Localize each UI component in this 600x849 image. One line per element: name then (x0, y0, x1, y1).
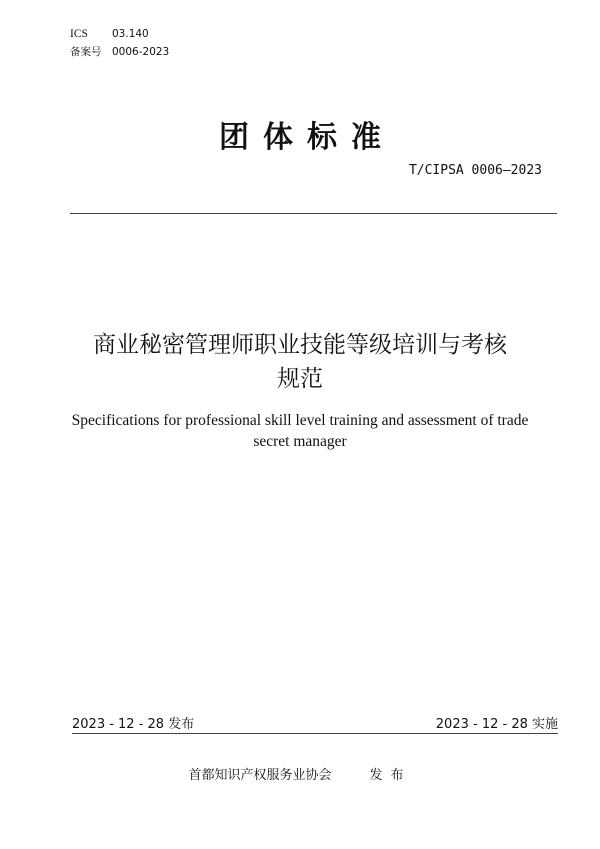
publish-label: 发布 (369, 768, 412, 783)
publish-date: 2023 - 12 - 28 发布 (72, 717, 195, 732)
chinese-title (40, 328, 560, 396)
record-label: 备案号 (70, 46, 102, 58)
publisher-line (0, 764, 600, 783)
chinese-title-line1: 商业秘密管理师职业技能等级培训与考核 (93, 332, 507, 358)
implement-date: 2023 - 12 - 28 实施 (435, 717, 558, 732)
ics-label: ICS (70, 28, 88, 40)
chinese-title-line2: 规范 (277, 366, 323, 392)
record-value: 0006-2023 (112, 46, 170, 58)
record-line (70, 44, 169, 59)
bottom-divider (72, 733, 558, 734)
ics-value: 03.140 (112, 28, 149, 40)
ics-line (70, 28, 149, 40)
publisher-name: 首都知识产权服务业协会 (188, 768, 332, 783)
english-title: Specifications for professional skill level training and assessment of trade secret manager (71, 412, 529, 450)
document-type-title: 团体标准 (219, 120, 395, 155)
top-divider (70, 213, 557, 214)
standard-code: T/CIPSA 0006—2023 (408, 163, 542, 178)
